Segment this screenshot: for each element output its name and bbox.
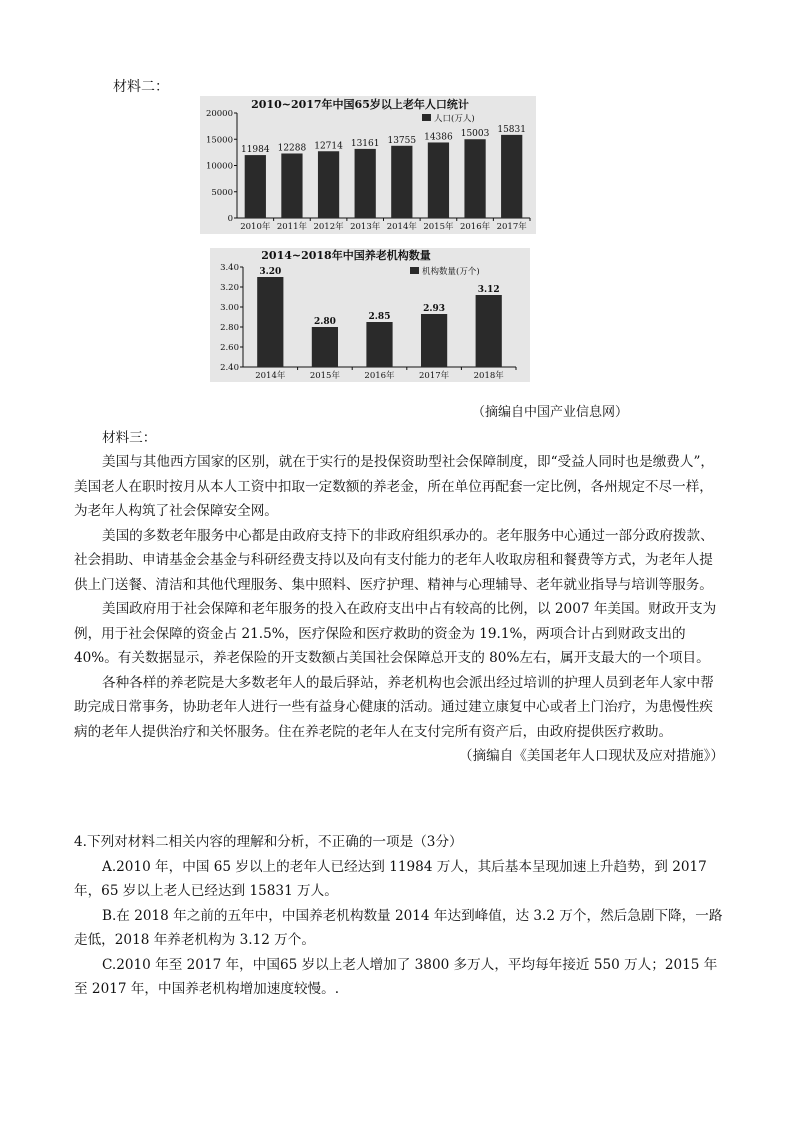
bar xyxy=(421,314,447,367)
x-tick-label: 2018年 xyxy=(473,371,504,381)
bar xyxy=(391,146,412,218)
bar xyxy=(281,153,302,218)
bar xyxy=(366,322,392,367)
x-tick-label: 2014年 xyxy=(386,222,417,232)
bar xyxy=(355,149,376,218)
data-label: 2.93 xyxy=(423,304,446,314)
question-stem: 4.下列对材料二相关内容的理解和分析，不正确的一项是（3分） xyxy=(74,834,463,850)
y-tick-label: 2.60 xyxy=(220,343,239,353)
x-tick-label: 2012年 xyxy=(313,222,344,232)
y-tick-label: 2.80 xyxy=(220,323,239,333)
x-tick-label: 2017年 xyxy=(496,222,527,232)
population-chart-svg xyxy=(200,96,536,234)
material3-source: （摘编自《美国老年人口现状及应对措施》） xyxy=(458,748,724,764)
y-tick-label: 5000 xyxy=(211,187,233,198)
x-tick-label: 2017年 xyxy=(419,371,450,381)
data-label: 15831 xyxy=(497,124,527,135)
bar xyxy=(476,295,502,367)
question-option-a: A.2010 年，中国 65 岁以上的老年人已经达到 11984 万人，其后基本呈现加速上升趋势，到 2017 年，65 岁以上老人已经达到 15831 万人。 xyxy=(74,858,707,899)
data-label: 14386 xyxy=(424,132,453,143)
data-label: 12714 xyxy=(314,141,343,152)
material3-label-text: 材料三： xyxy=(102,430,157,446)
chart-title: 2014~2018年中国养老机构数量 xyxy=(261,249,431,262)
material3-paragraph: 美国的多数老年服务中心都是由政府支持下的非政府组织承办的。老年服务中心通过一部分政府拨款、社会捐助、申请基金会基金与科研经费支持以及向有支付能力的老年人收取房租和餐费等方式，为老年人提供上门送餐、清洁和其他代理服务、集中照料、医疗护理、精神与心理辅导、老年就业指导与培训等服务。 xyxy=(74,527,714,593)
population-chart xyxy=(200,96,536,234)
material2-source: （摘编自中国产业信息网） xyxy=(472,405,629,420)
data-label: 2.80 xyxy=(313,317,336,327)
y-tick-label: 10000 xyxy=(205,161,233,172)
material2-label: 材料二： xyxy=(113,79,169,95)
y-tick-label: 3.40 xyxy=(220,263,239,273)
question-block xyxy=(74,830,724,1002)
institution-chart-svg xyxy=(210,248,530,382)
data-label: 3.12 xyxy=(477,285,500,295)
x-tick-label: 2013年 xyxy=(350,222,381,232)
data-label: 13161 xyxy=(350,138,380,149)
y-tick-label: 2.40 xyxy=(220,363,239,373)
y-tick-label: 0 xyxy=(227,214,233,224)
x-tick-label: 2015年 xyxy=(309,371,340,381)
bar xyxy=(464,139,485,218)
institution-chart xyxy=(210,248,530,382)
data-label: 3.20 xyxy=(259,267,282,277)
y-tick-label: 3.00 xyxy=(220,303,239,313)
y-tick-label: 20000 xyxy=(205,109,233,119)
x-tick-label: 2014年 xyxy=(255,371,286,381)
data-label: 12288 xyxy=(277,143,307,154)
legend-label: 人口(万人) xyxy=(434,114,475,124)
material3-paragraph: 各种各样的养老院是大多数老年人的最后驿站，养老机构也会派出经过培训的护理人员到老年人家中帮助完成日常事务，协助老年人进行一些有益身心健康的活动。通过建立康复中心或者上门治疗，为患慢性疾病的老年人提供治疗和关怀服务。住在养老院的老年人在支付完所有资产后，由政府提供医疗救助。 xyxy=(74,674,714,740)
legend-label: 机构数量(万个) xyxy=(422,267,480,277)
x-tick-label: 2016年 xyxy=(459,222,491,232)
x-tick-label: 2015年 xyxy=(423,222,454,232)
bar xyxy=(312,327,338,367)
legend-swatch xyxy=(422,114,431,121)
y-tick-label: 3.20 xyxy=(220,283,239,293)
y-tick-label: 15000 xyxy=(205,135,233,146)
material3-paragraph: 美国政府用于社会保障和老年服务的投入在政府支出中占有较高的比例，以 2007 年美国。财政开支为例，用于社会保障的资金占 21.5%，医疗保险和医疗救助的资金为 19.1%，两项合计占到财政支出的 40%。有关数据显示，养老保险的开支数额占美国社会保障总开支的 80%左右，属开支最大的一个项目。 xyxy=(74,601,717,666)
bar xyxy=(318,151,339,218)
chart-title: 2010~2017年中国65岁以上老年人口统计 xyxy=(251,98,469,111)
material3-label xyxy=(74,426,724,451)
data-label: 11984 xyxy=(240,145,270,156)
bar xyxy=(245,155,266,218)
data-label: 15003 xyxy=(460,129,490,140)
x-tick-label: 2016年 xyxy=(364,371,395,381)
question-option-c: C.2010 年至 2017 年，中国65 岁以上老人增加了 3800 多万人，平均每年接近 550 万人；2015 年至 2017 年，中国养老机构增加速度较慢。. xyxy=(74,956,718,997)
data-label: 2.85 xyxy=(368,312,391,322)
material3-body xyxy=(74,450,724,769)
x-tick-label: 2011年 xyxy=(276,222,308,232)
bar xyxy=(428,142,449,218)
data-label: 13755 xyxy=(387,135,417,146)
bar xyxy=(501,135,522,218)
material3-paragraph: 美国与其他西方国家的区别，就在于实行的是投保资助型社会保障制度，即“受益人同时也是缴费人”，美国老人在职时按月从本人工资中扣取一定数额的养老金，所在单位再配套一定比例，各州规定不尽一样，为老年人构筑了社会保障安全网。 xyxy=(74,454,715,519)
x-tick-label: 2010年 xyxy=(240,222,271,232)
bar xyxy=(257,277,283,367)
question-option-b: B.在 2018 年之前的五年中，中国养老机构数量 2014 年达到峰值，达 3.2 万个，然后急剧下降，一路走低，2018 年养老机构为 3.12 万个。 xyxy=(74,907,723,948)
legend-swatch xyxy=(410,267,419,274)
